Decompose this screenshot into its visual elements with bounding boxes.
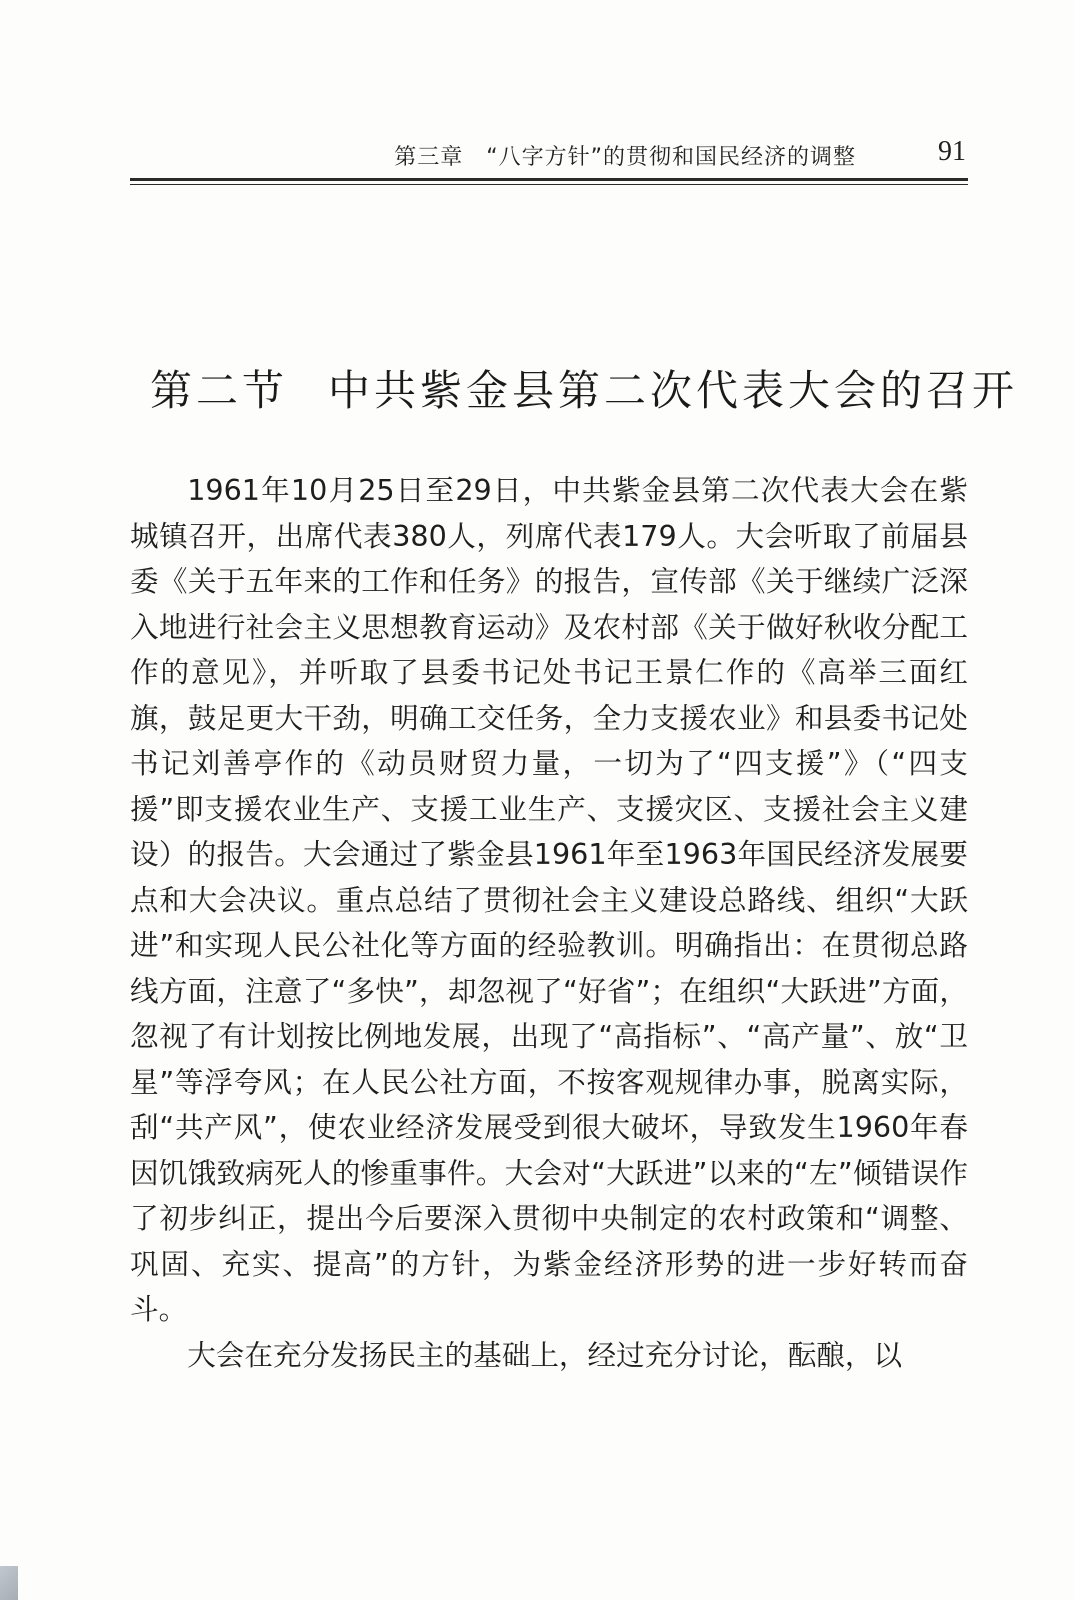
section-title-text: 中共紫金县第二次代表大会的召开: [328, 366, 1019, 416]
paragraph: 1961年10月25日至29日，中共紫金县第二次代表大会在紫城镇召开，出席代表380人，列席代表179人。大会听取了前届县委《关于五年来的工作和任务》的报告，宣传部《关于继续广泛深入地进行社会主义思想教育运动》及农村部《关于做好秋收分配工作的意见》，并听取了县委书记处书记王景仁作的《高举三面红旗，鼓足更大干劲，明确工交任务，全力支援农业》和县委书记处书记刘善亭作的《动员财贸力量，一切为了“四支援”》（“四支援”即支援农业生产、支援工业生产、支援灾区、支援社会主义建设）的报告。大会通过了紫金县1961年至1963年国民经济发展要点和大会决议。重点总结了贯彻社会主义建设总路线、组织“大跃进”和实现人民公社化等方面的经验教训。明确指出：在贯彻总路线方面，注意了“多快”，却忽视了“好省”；在组织“大跃进”方面，忽视了有计划按比例地发展，出现了“高指标”、“高产量”、放“卫星”等浮夸风；在人民公社方面，不按客观规律办事，脱离实际，刮“共产风”，使农业经济发展受到很大破坏，导致发生1960年春因饥饿致病死人的惨重事件。大会对“大跃进”以来的“左”倾错误作了初步纠正，提出今后要深入贯彻中央制定的农村政策和“调整、巩固、充实、提高”的方针，为紫金经济形势的进一步好转而奋斗。: [130, 473, 968, 1326]
section-label: 第二节: [150, 366, 289, 416]
header-rule-thin: [130, 184, 968, 185]
chapter-title: 第三章 “八字方针”的贯彻和国民经济的调整: [394, 145, 856, 170]
page-number: 91: [938, 136, 966, 167]
scan-edge-mark: [0, 1566, 18, 1600]
running-header: [130, 132, 968, 172]
header-rule: [130, 178, 968, 181]
body-text: [130, 468, 968, 1378]
paragraph: 大会在充分发扬民主的基础上，经过充分讨论，酝酿，以: [187, 1337, 903, 1372]
section-heading: [150, 358, 1018, 418]
